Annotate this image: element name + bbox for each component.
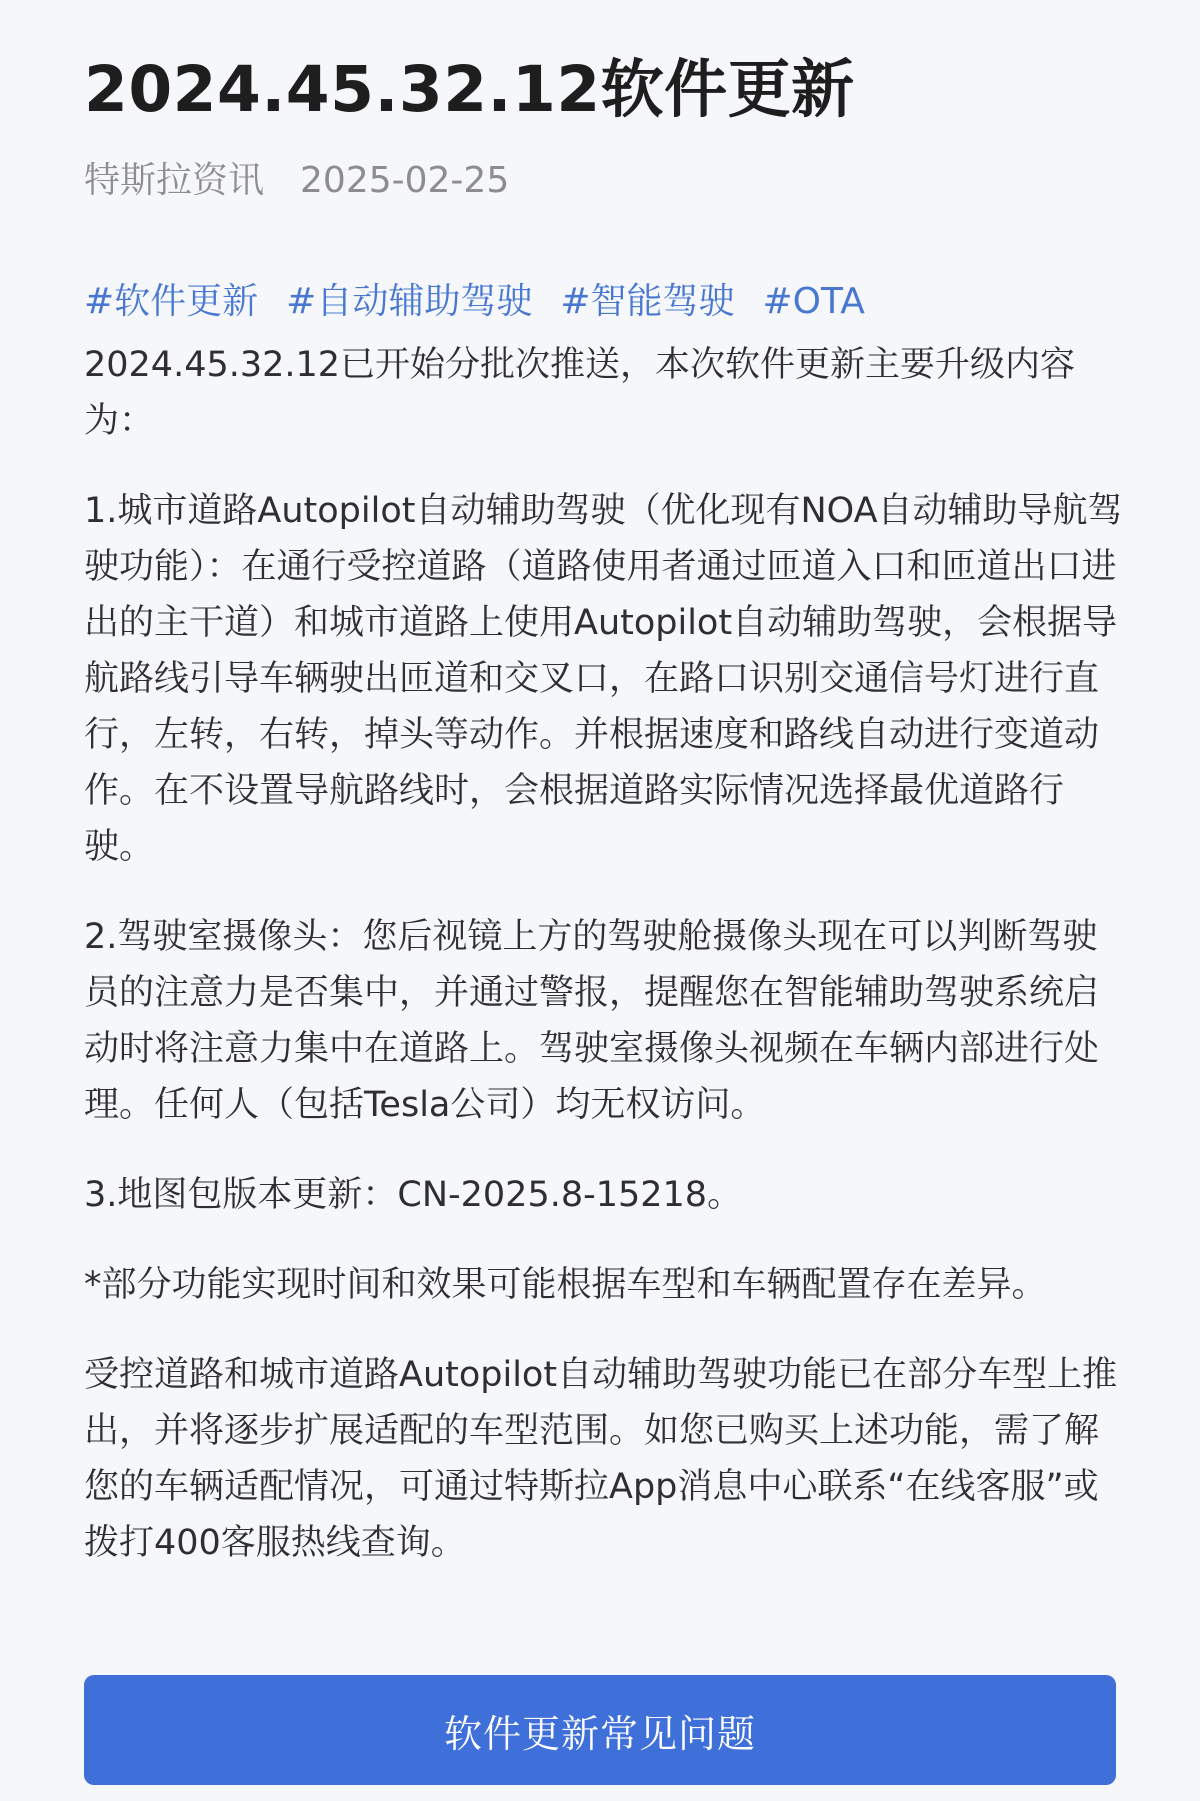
article-date: 2025-02-25 xyxy=(300,159,510,201)
disclaimer-paragraph: *部分功能实现时间和效果可能根据车型和车辆配置存在差异。 xyxy=(84,1265,1047,1306)
faq-button[interactable]: 软件更新常见问题 xyxy=(84,1675,1116,1785)
article-title: 2024.45.32.12软件更新 xyxy=(84,53,855,126)
feature-paragraph-2: 2.驾驶室摄像头：您后视镜上方的驾驶舱摄像头现在可以判断驾驶员的注意力是否集中，并通过警报，提醒您在智能辅助驾驶系统启动时将注意力集中在道路上。驾驶室摄像头视频在车辆内部进行处理。任何人（包括Tesla公司）均无权访问。 xyxy=(84,917,1100,1126)
article-body xyxy=(84,337,1124,1571)
article-meta xyxy=(84,159,1116,202)
tag-ota[interactable]: #OTA xyxy=(762,281,865,323)
feature-paragraph-1: 1.城市道路Autopilot自动辅助驾驶（优化现有NOA自动辅助导航驾驶功能）：在通行受控道路（道路使用者通过匝道入口和匝道出口进出的主干道）和城市道路上使用Autopilot自动辅助驾驶，会根据导航路线引导车辆驶出匝道和交叉口，在路口识别交通信号灯进行直行，左转，右转，掉头等动作。并根据速度和路线自动进行变道动作。在不设置导航路线时，会根据道路实际情况选择最优道路行驶。 xyxy=(84,491,1123,868)
tag-list xyxy=(84,280,1116,323)
tag-autopilot[interactable]: #自动辅助驾驶 xyxy=(286,281,533,323)
intro-paragraph: 2024.45.32.12已开始分批次推送，本次软件更新主要升级内容为： xyxy=(84,345,1076,442)
support-paragraph: 受控道路和城市道路Autopilot自动辅助驾驶功能已在部分车型上推出，并将逐步扩展适配的车型范围。如您已购买上述功能，需了解您的车辆适配情况，可通过特斯拉App消息中心联系“在线客服”或拨打400客服热线查询。 xyxy=(84,1355,1118,1564)
tag-smart-driving[interactable]: #智能驾驶 xyxy=(560,281,735,323)
article-source: 特斯拉资讯 xyxy=(84,159,265,201)
tag-software-update[interactable]: #软件更新 xyxy=(84,281,259,323)
feature-paragraph-3: 3.地图包版本更新：CN-2025.8-15218。 xyxy=(84,1175,743,1216)
